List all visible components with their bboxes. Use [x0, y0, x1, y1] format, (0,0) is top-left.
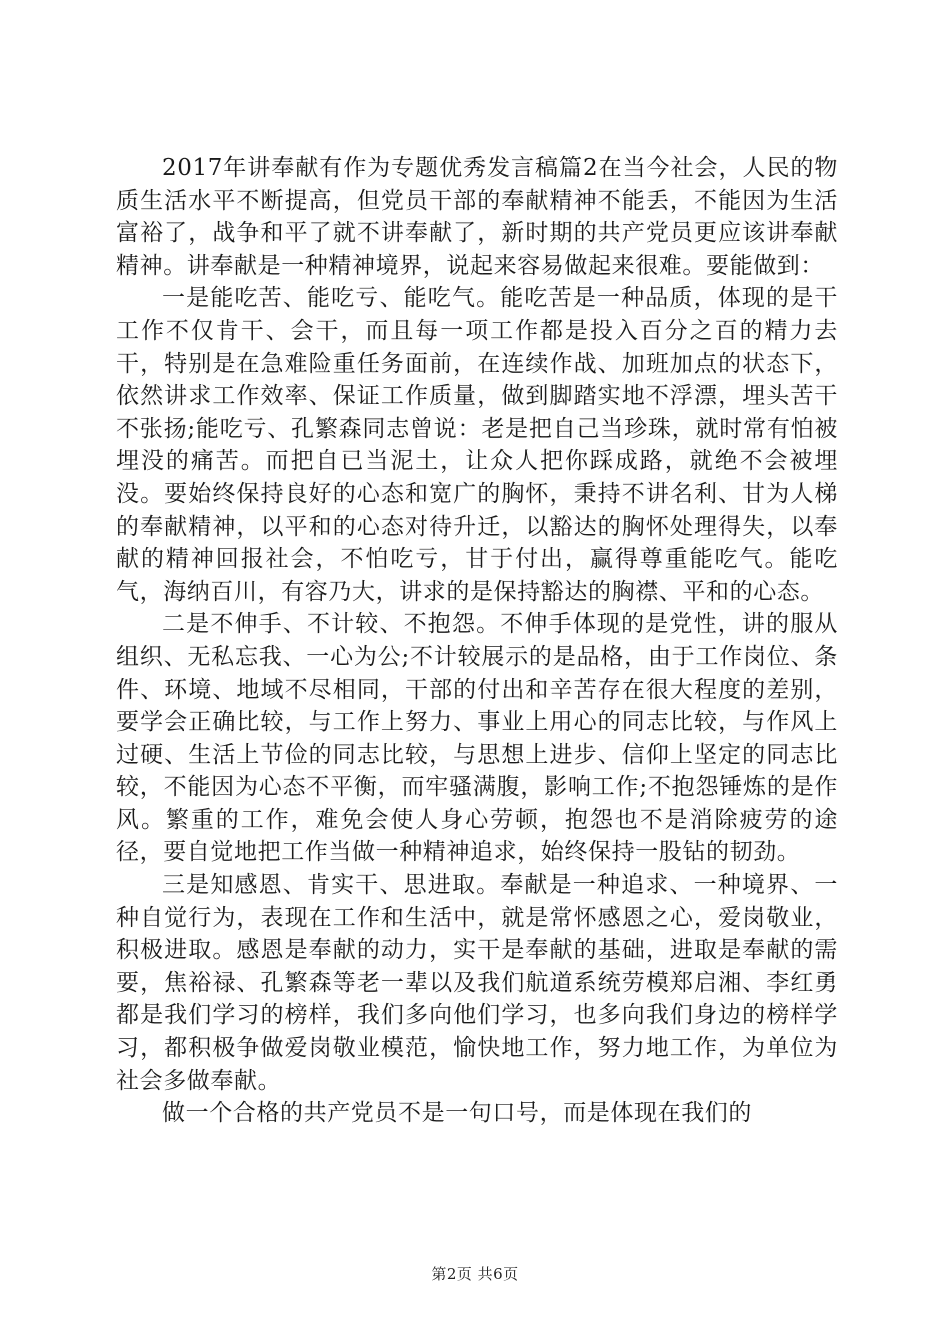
- paragraph-point-one: 一是能吃苦、能吃亏、能吃气。能吃苦是一种品质，体现的是干工作不仅肯干、会干，而且每一项工作都是投入百分之百的精力去干，特别是在急难险重任务面前，在连续作战、加班加点的状态下，依然讲求工作效率、保证工作质量，做到脚踏实地不浮漂，埋头苦干不张扬;能吃亏、孔繁森同志曾说：老是把自己当珍珠，就时常有怕被埋没的痛苦。而把自已当泥土，让众人把你踩成路，就绝不会被埋没。要始终保持良好的心态和宽广的胸怀，秉持不讲名利、甘为人梯的奉献精神，以平和的心态对待升迁，以豁达的胸怀处理得失，以奉献的精神回报社会，不怕吃亏，甘于付出，赢得尊重能吃气。能吃气，海纳百川，有容乃大，讲求的是保持豁达的胸襟、平和的心态。: [116, 285, 838, 605]
- paragraph-point-two: 二是不伸手、不计较、不抱怨。不伸手体现的是党性，讲的服从组织、无私忘我、一心为公;不计较展示的是品格，由于工作岗位、条件、环境、地域不尽相同，干部的付出和辛苦存在很大程度的差别，要学会正确比较，与工作上努力、事业上用心的同志比较，与作风上过硬、生活上节俭的同志比较，与思想上进步、信仰上坚定的同志比较，不能因为心态不平衡，而牢骚满腹，影响工作;不抱怨锤炼的是作风。繁重的工作，难免会使人身心劳顿，抱怨也不是消除疲劳的途径，要自觉地把工作当做一种精神追求，始终保持一股钻的韧劲。: [116, 611, 838, 866]
- paragraph-intro: 2017年讲奉献有作为专题优秀发言稿篇2在当今社会，人民的物质生活水平不断提高，但党员干部的奉献精神不能丢，不能因为生活富裕了，战争和平了就不讲奉献了，新时期的共产党员更应该讲奉献精神。讲奉献是一种精神境界，说起来容易做起来很难。要能做到：: [116, 155, 838, 279]
- page-number-footer: 第2页 共6页: [431, 1265, 519, 1283]
- document-body: [116, 152, 838, 1130]
- paragraph-closing: 做一个合格的共产党员不是一句口号，而是体现在我们的: [162, 1100, 752, 1127]
- paragraph-point-three: 三是知感恩、肯实干、思进取。奉献是一种追求、一种境界、一种自觉行为，表现在工作和生活中，就是常怀感恩之心，爱岗敬业，积极进取。感恩是奉献的动力，实干是奉献的基础，进取是奉献的需要，焦裕禄、孔繁森等老一辈以及我们航道系统劳模郑启湘、李红勇都是我们学习的榜样，我们多向他们学习，也多向我们身边的榜样学习，都积极争做爱岗敬业模范，愉快地工作，努力地工作，为单位为社会多做奉献。: [116, 872, 838, 1094]
